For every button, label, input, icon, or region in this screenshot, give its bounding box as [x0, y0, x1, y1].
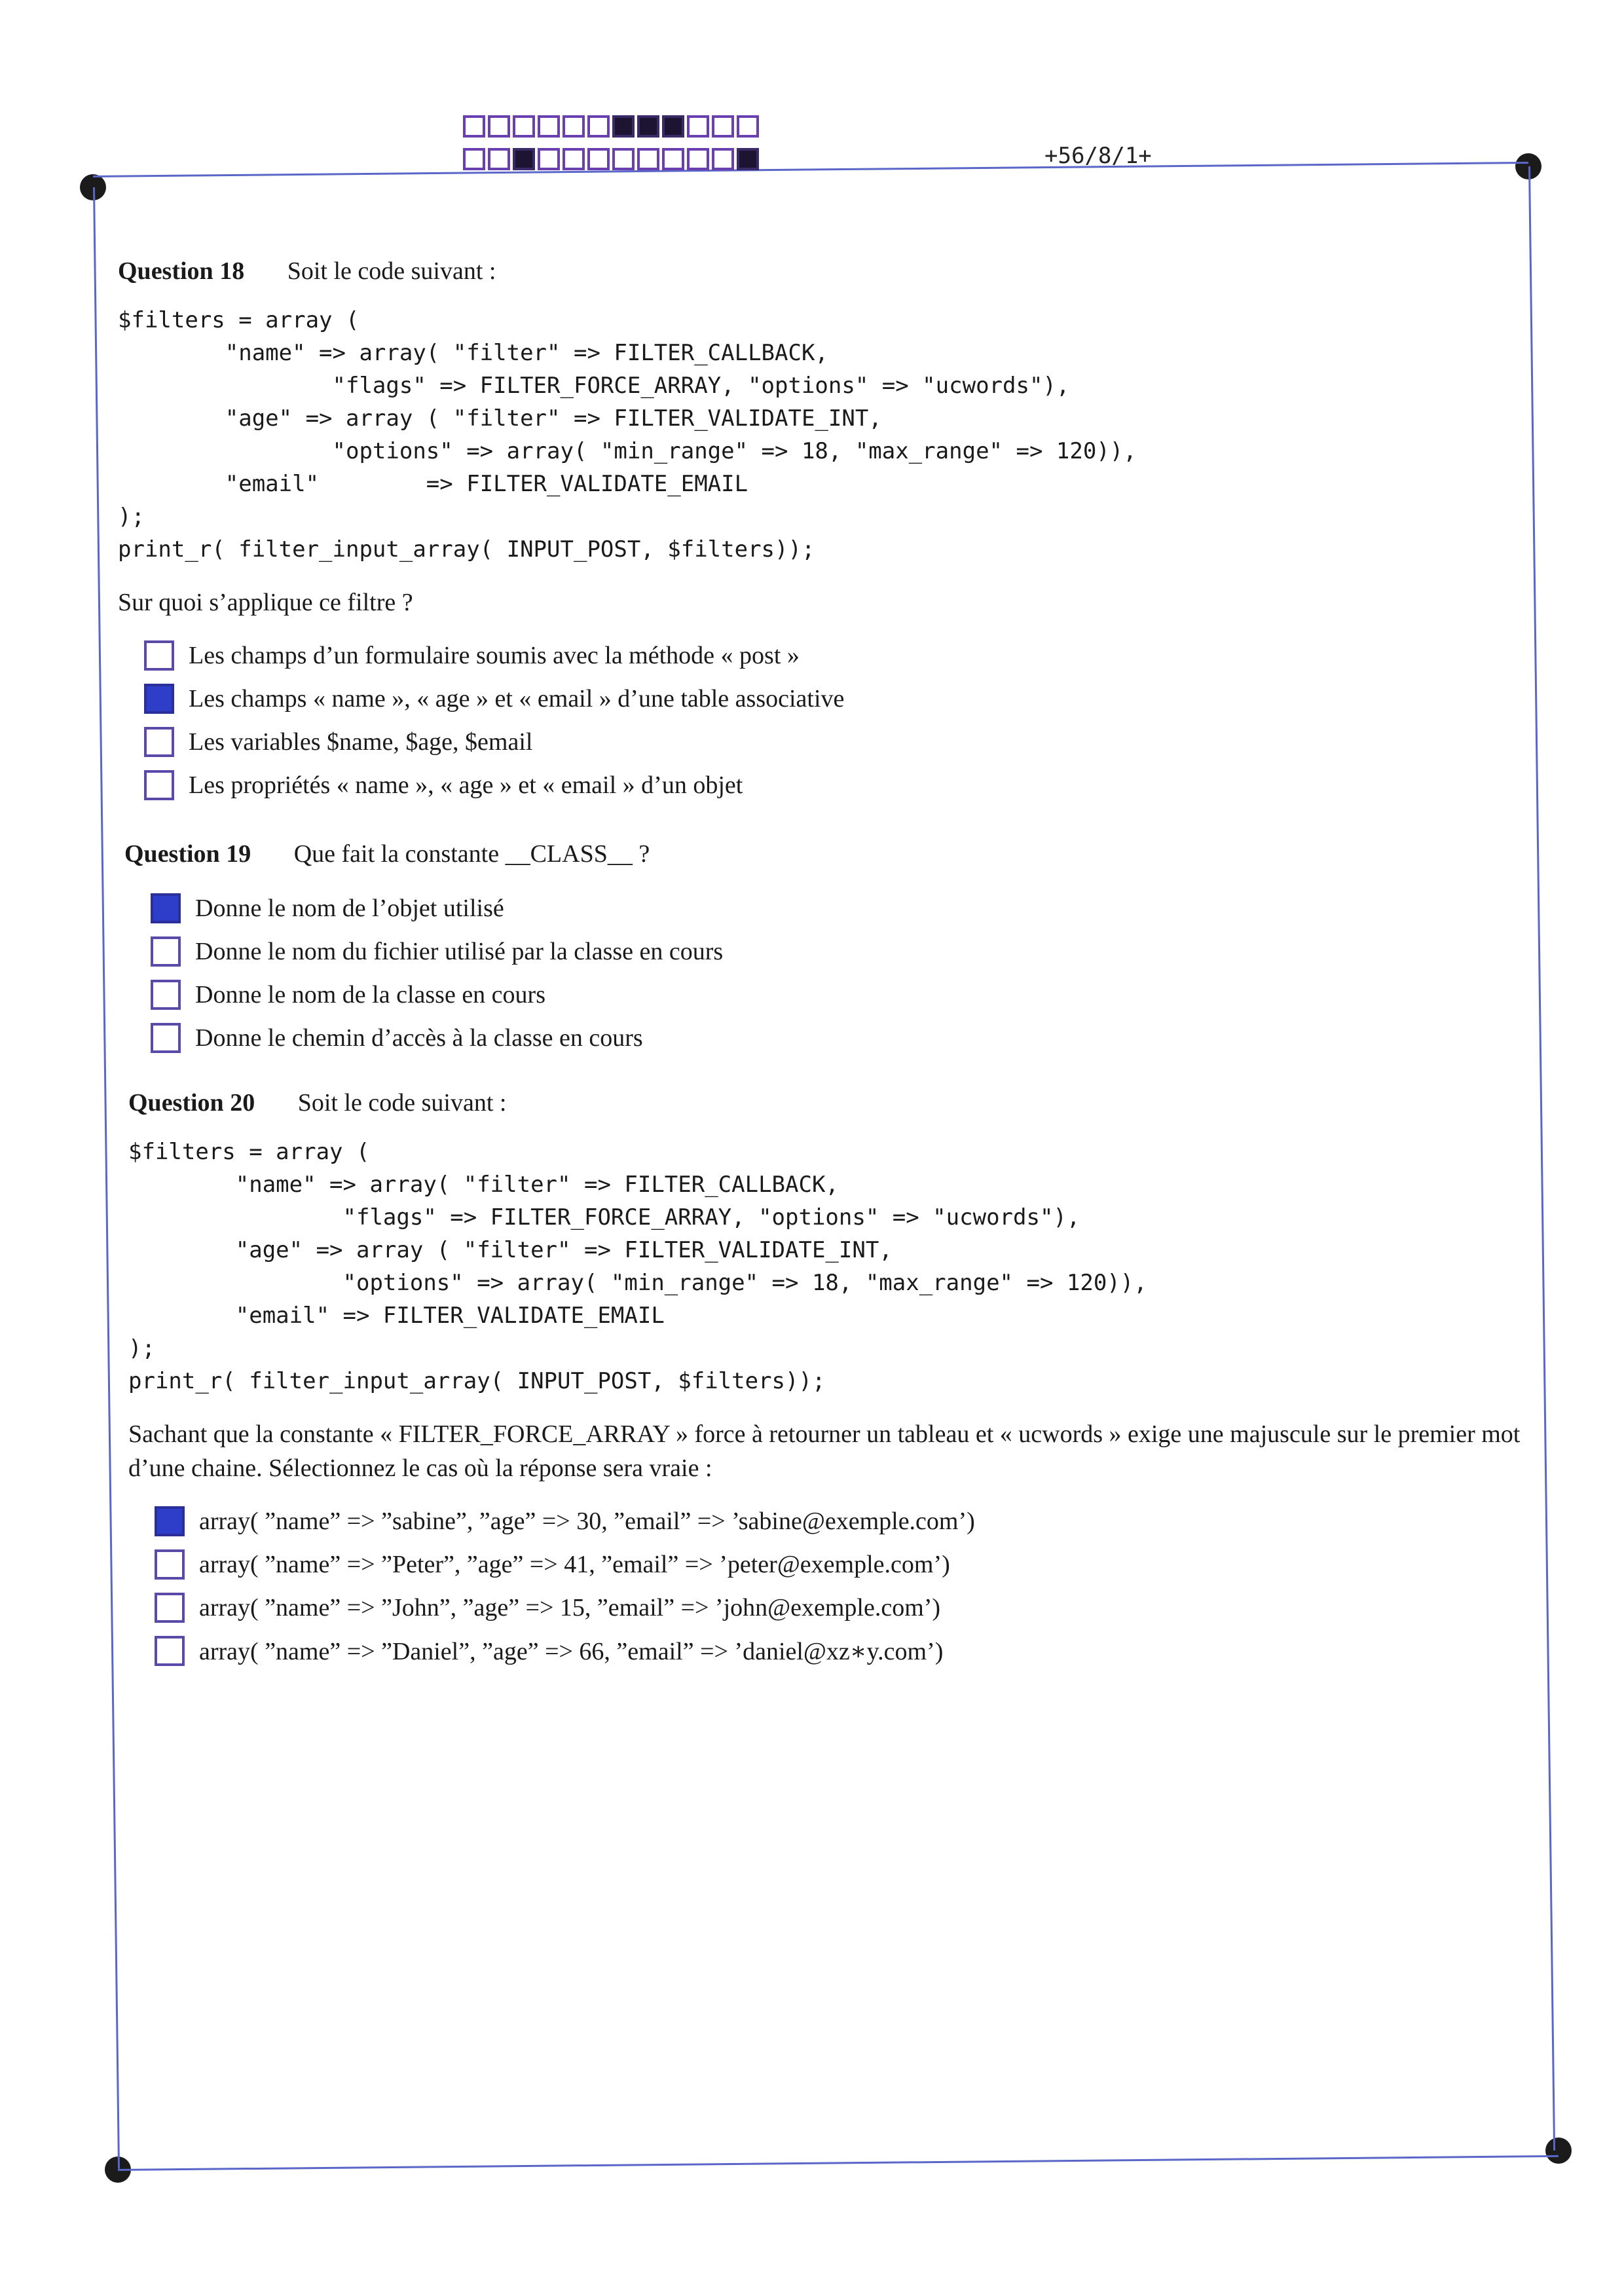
question-number: Question 18	[118, 257, 245, 285]
answer-text: Donne le nom de l’objet utilisé	[195, 895, 504, 922]
question-header	[118, 257, 1539, 286]
barcode-cell	[637, 115, 659, 138]
barcode-cell	[587, 115, 610, 138]
frame-top	[93, 162, 1528, 177]
answer-checkbox[interactable]	[155, 1593, 185, 1623]
answer-text: array( ”name” => ”Daniel”, ”age” => 66, ”email” => ’daniel@xz∗y.com’)	[199, 1637, 944, 1665]
barcode-cell	[637, 148, 659, 170]
answer-text: array( ”name” => ”Peter”, ”age” => 41, ”email” => ’peter@exemple.com’)	[199, 1551, 950, 1578]
answer-list	[144, 634, 1539, 807]
answer-text: Donne le chemin d’accès à la classe en cours	[195, 1024, 643, 1052]
answer-checkbox[interactable]	[151, 1023, 181, 1053]
question-text: Sur quoi s’applique ce filtre ?	[118, 589, 413, 616]
barcode-cell	[687, 148, 709, 170]
answer-text: Les propriétés « name », « age » et « email » d’un objet	[189, 771, 743, 799]
question-number: Question 20	[128, 1089, 255, 1117]
answer-option[interactable]	[151, 973, 1545, 1016]
barcode-cell	[563, 115, 585, 138]
answer-option[interactable]	[144, 677, 1539, 720]
frame-left	[93, 187, 120, 2169]
answer-checkbox[interactable]	[144, 727, 174, 757]
question-number: Question 19	[124, 840, 251, 868]
barcode-cell	[687, 115, 709, 138]
answer-option[interactable]	[144, 764, 1539, 807]
answer-text: Donne le nom du fichier utilisé par la classe en cours	[195, 938, 724, 965]
page-id: +56/8/1+	[1044, 143, 1152, 169]
answer-option[interactable]	[155, 1500, 1549, 1543]
barcode-cell	[662, 115, 684, 138]
barcode-cell	[488, 148, 510, 170]
answer-checkbox[interactable]	[155, 1636, 185, 1666]
barcode-cell	[563, 148, 585, 170]
barcode-cell	[463, 115, 485, 138]
frame-bottom	[118, 2155, 1559, 2171]
question-text: Sachant que la constante « FILTER_FORCE_ARRAY » force à retourner un tableau et « ucwords » exige une majuscule sur le premier mot d’une chaine. Sélectionnez le cas où la réponse sera vraie :	[128, 1420, 1521, 1482]
answer-option[interactable]	[155, 1543, 1549, 1586]
answer-checkbox-checked[interactable]	[155, 1506, 185, 1536]
answer-text: Les variables $name, $age, $email	[189, 728, 533, 756]
answer-text: Les champs « name », « age » et « email » d’une table associative	[189, 685, 845, 713]
answer-option[interactable]	[155, 1629, 1549, 1673]
answer-option[interactable]	[151, 930, 1545, 973]
question-header	[128, 1088, 1549, 1117]
question-intro: Soit le code suivant :	[297, 1089, 507, 1117]
barcode-cell	[712, 115, 734, 138]
answer-option[interactable]	[144, 720, 1539, 764]
answer-option[interactable]	[144, 634, 1539, 677]
question-20	[128, 1088, 1549, 1673]
answer-list	[155, 1500, 1549, 1673]
answer-checkbox-checked[interactable]	[151, 893, 181, 923]
code-block: $filters = array ( "name" => array( "filter" => FILTER_CALLBACK, "flags" => FILTER_FORCE_ARRAY, "options" => "ucwords"), "age" => array ( "filter" => FILTER_VALIDATE_INT, "options" => array( "min_range" => 18, "max_range" => 120)), "email" => FILTER_VALIDATE_EMAIL ); print_r( filter_input_array( INPUT_POST, $filters));	[128, 1139, 1147, 1394]
answer-option[interactable]	[155, 1586, 1549, 1629]
barcode-cell	[737, 115, 759, 138]
answer-option[interactable]	[151, 887, 1545, 930]
code-block: $filters = array ( "name" => array( "filter" => FILTER_CALLBACK, "flags" => FILTER_FORCE_ARRAY, "options" => "ucwords"), "age" => array ( "filter" => FILTER_VALIDATE_INT, "options" => array( "min_range" => 18, "max_range" => 120)), "email" => FILTER_VALIDATE_EMAIL ); print_r( filter_input_array( INPUT_POST, $filters));	[118, 307, 1137, 563]
barcode-cell	[662, 148, 684, 170]
question-18	[118, 257, 1539, 807]
answer-option[interactable]	[151, 1016, 1545, 1060]
answer-checkbox[interactable]	[151, 980, 181, 1010]
answer-text: array( ”name” => ”sabine”, ”age” => 30, ”email” => ’sabine@exemple.com’)	[199, 1508, 975, 1535]
question-header	[124, 840, 1545, 868]
question-intro: Que fait la constante __CLASS__ ?	[293, 840, 650, 868]
answer-list	[151, 887, 1545, 1060]
barcode-row-1	[463, 115, 759, 138]
question-intro: Soit le code suivant :	[287, 257, 496, 285]
answer-checkbox[interactable]	[144, 640, 174, 671]
barcode-cell	[488, 115, 510, 138]
barcode-cell	[538, 148, 560, 170]
registration-mark-bottom-right	[1545, 2138, 1572, 2164]
answer-checkbox[interactable]	[144, 770, 174, 800]
answer-checkbox-checked[interactable]	[144, 684, 174, 714]
barcode-row-2	[463, 148, 759, 170]
barcode-cell	[612, 115, 635, 138]
answer-text: Donne le nom de la classe en cours	[195, 981, 545, 1009]
barcode-cell	[463, 148, 485, 170]
barcode-cell	[712, 148, 734, 170]
barcode-cell	[513, 148, 535, 170]
barcode-cell	[587, 148, 610, 170]
question-19	[124, 840, 1545, 1060]
barcode-cell	[737, 148, 759, 170]
answer-text: array( ”name” => ”John”, ”age” => 15, ”email” => ’john@exemple.com’)	[199, 1594, 941, 1621]
barcode-cell	[513, 115, 535, 138]
answer-checkbox[interactable]	[151, 936, 181, 967]
answer-text: Les champs d’un formulaire soumis avec la méthode « post »	[189, 642, 800, 669]
barcode-cell	[612, 148, 635, 170]
barcode-cell	[538, 115, 560, 138]
answer-checkbox[interactable]	[155, 1549, 185, 1580]
